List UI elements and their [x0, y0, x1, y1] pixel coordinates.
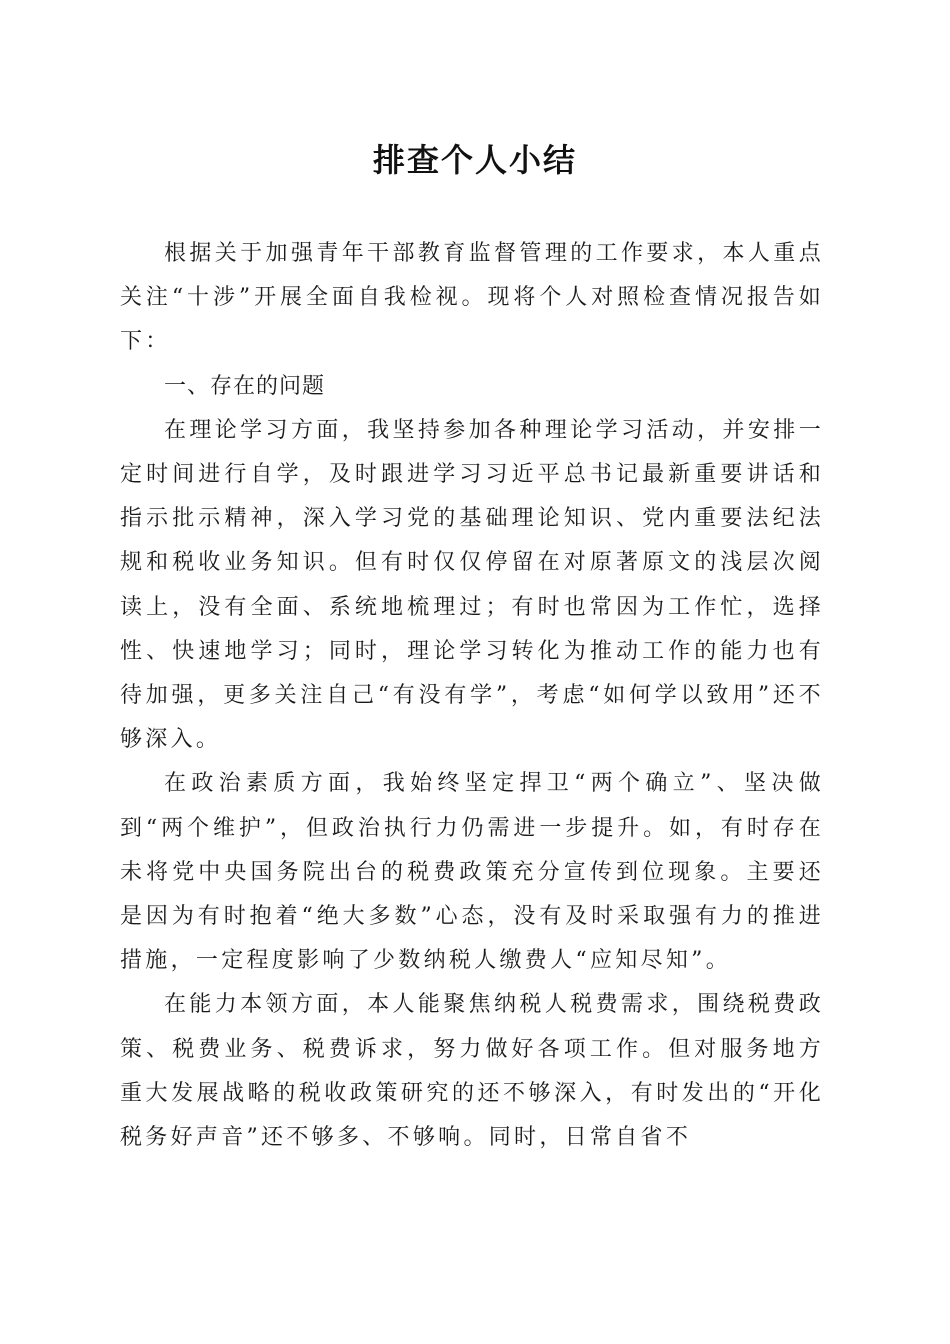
- intro-paragraph: 根据关于加强青年干部教育监督管理的工作要求，本人重点关注“十涉”开展全面自我检视。现将个人对照检查情况报告如下：: [120, 241, 824, 355]
- document-title: 排查个人小结: [372, 141, 577, 179]
- paragraph-theory-study: 在理论学习方面，我坚持参加各种理论学习活动，并安排一定时间进行自学，及时跟进学习习近平总书记最新重要讲话和指示批示精神，深入学习党的基础理论知识、党内重要法纪法规和税收业务知识。但有时仅仅停留在对原著原文的浅层次阅读上，没有全面、系统地梳理过；有时也常因为工作忙，选择性、快速地学习；同时，理论学习转化为推动工作的能力也有待加强，更多关注自己“有没有学”，考虑“如何学以致用”还不够深入。: [120, 417, 824, 753]
- section-heading: 一、存在的问题: [164, 373, 326, 399]
- paragraph-ability: 在能力本领方面，本人能聚焦纳税人税费需求，围绕税费政策、税费业务、税费诉求，努力做好各项工作。但对服务地方重大发展战略的税收政策研究的还不够深入，有时发出的“开化税务好声音”还不够多、不够响。同时，日常自省不: [120, 992, 824, 1151]
- paragraph-political-quality: 在政治素质方面，我始终坚定捍卫“两个确立”、坚决做到“两个维护”，但政治执行力仍需进一步提升。如，有时存在未将党中央国务院出台的税费政策充分宣传到位现象。主要还是因为有时抱着“绝大多数”心态，没有及时采取强有力的推进措施，一定程度影响了少数纳税人缴费人“应知尽知”。: [120, 771, 824, 974]
- document-body: [120, 232, 824, 1160]
